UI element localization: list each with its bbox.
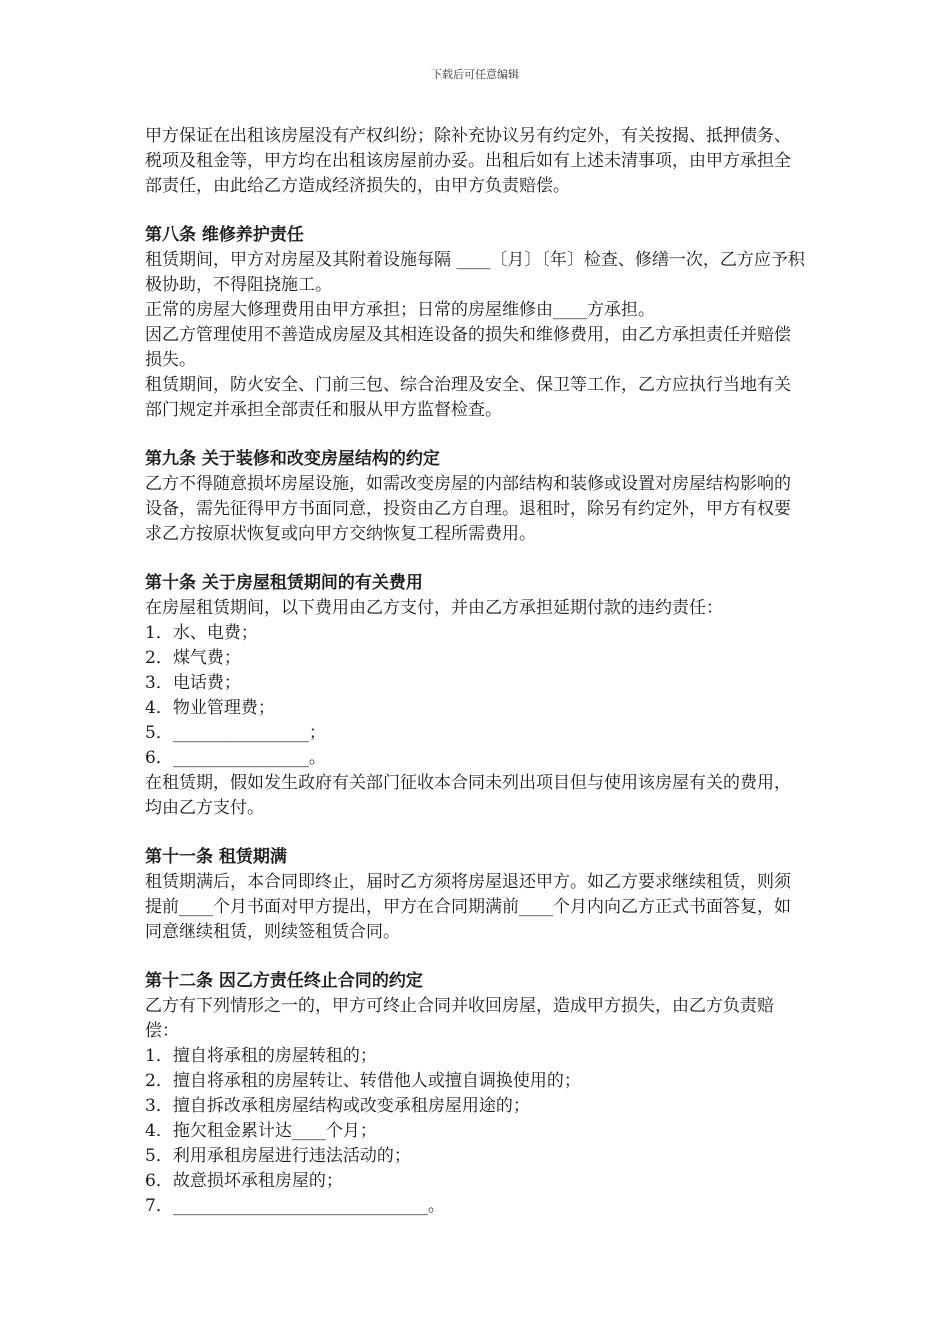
section-12-title: 第十二条 因乙方责任终止合同的约定 — [145, 971, 423, 991]
section-9-para-1: 乙方不得随意损坏房屋设施，如需改变房屋的内部结构和装修或设置对房屋结构影响的设备，需先征得甲方书面同意，投资由乙方自理。退租时，除另有约定外，甲方有权要求乙方按原状恢复或向甲方交纳恢复工程所需费用。 — [145, 474, 791, 544]
section-8-para-1: 租赁期间，甲方对房屋及其附着设施每隔 ____〔月〕〔年〕检查、修缮一次，乙方应予积极协助，不得阻挠施工。 — [145, 250, 805, 295]
section-10-para-1: 在房屋租赁期间，以下费用由乙方支付，并由乙方承担延期付款的违约责任： — [145, 598, 723, 618]
section-8 — [145, 223, 805, 423]
list-item: 5．利用承租房屋进行违法活动的； — [145, 1146, 411, 1166]
page-header: 下载后可任意编辑 — [431, 68, 519, 81]
list-item: 6．故意损坏承租房屋的； — [145, 1171, 343, 1191]
section-8-para-4: 租赁期间，防火安全、门前三包、综合治理及安全、保卫等工作，乙方应执行当地有关部门规定并承担全部责任和服从甲方监督检查。 — [145, 375, 791, 420]
section-12 — [145, 969, 805, 1219]
section-8-para-3: 因乙方管理使用不善造成房屋及其相连设备的损失和维修费用，由乙方承担责任并赔偿损失。 — [145, 325, 791, 370]
list-item: 4．物业管理费； — [145, 698, 275, 718]
document-body — [145, 124, 805, 1219]
section-10-list — [145, 621, 805, 771]
list-item: 4．拖欠租金累计达____个月； — [145, 1121, 377, 1141]
section-10-title: 第十条 关于房屋租赁期间的有关费用 — [145, 573, 423, 593]
section-12-list — [145, 1044, 805, 1219]
list-item: 3．擅自拆改承租房屋结构或改变承租房屋用途的； — [145, 1096, 530, 1116]
list-item: 1．擅自将承租的房屋转租的； — [145, 1046, 377, 1066]
intro-paragraph: 甲方保证在出租该房屋没有产权纠纷；除补充协议另有约定外，有关按揭、抵押债务、税项及租金等，甲方均在出租该房屋前办妥。出租后如有上述未清事项，由甲方承担全部责任，由此给乙方造成经济损失的，由甲方负责赔偿。 — [145, 126, 791, 196]
section-11-title: 第十一条 租赁期满 — [145, 847, 287, 867]
section-11 — [145, 845, 805, 945]
section-10 — [145, 571, 805, 821]
list-item: 7．______________________________。 — [145, 1196, 445, 1216]
section-12-para-1: 乙方有下列情形之一的，甲方可终止合同并收回房屋，造成甲方损失，由乙方负责赔偿： — [145, 996, 774, 1041]
list-item: 5．________________； — [145, 723, 326, 743]
section-8-para-2: 正常的房屋大修理费用由甲方承担；日常的房屋维修由____方承担。 — [145, 300, 655, 320]
section-8-title: 第八条 维修养护责任 — [145, 225, 304, 245]
list-item: 6．________________。 — [145, 748, 326, 768]
section-11-para-1: 租赁期满后，本合同即终止，届时乙方须将房屋退还甲方。如乙方要求继续租赁，则须提前____个月书面对甲方提出，甲方在合同期满前____个月内向乙方正式书面答复，如同意继续租赁，则续签租赁合同。 — [145, 872, 791, 942]
list-item: 1．水、电费； — [145, 623, 258, 643]
section-9-title: 第九条 关于装修和改变房屋结构的约定 — [145, 449, 440, 469]
list-item: 2．擅自将承租的房屋转让、转借他人或擅自调换使用的； — [145, 1071, 581, 1091]
section-10-para-2: 在租赁期，假如发生政府有关部门征收本合同未列出项目但与使用该房屋有关的费用，均由乙方支付。 — [145, 773, 791, 818]
list-item: 2．煤气费； — [145, 648, 241, 668]
list-item: 3．电话费； — [145, 673, 241, 693]
section-9 — [145, 447, 805, 547]
